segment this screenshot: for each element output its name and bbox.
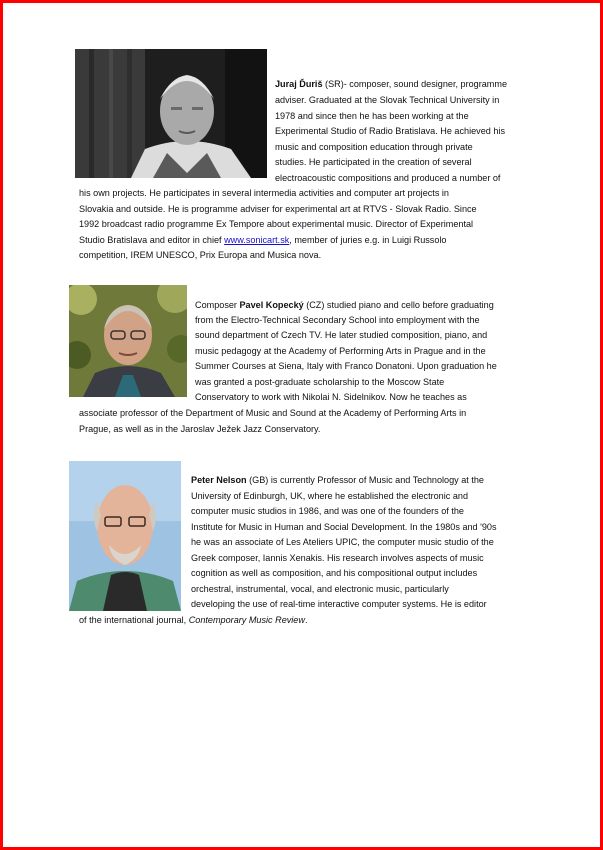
bio-text-line: from the Electro-Technical Secondary School into employment with the	[195, 315, 480, 325]
bio-text-line: Slovakia and outside. He is programme adviser for experimental art at RTVS - Slovak Radio. Since	[79, 204, 477, 214]
bio-country: (CZ)	[303, 300, 325, 310]
photo-peter-nelson	[69, 461, 181, 611]
bio-text-line: 1992 broadcast radio programme Ex Tempore about experimental music. Director of Experimental	[79, 219, 474, 229]
bio-country: (SR)	[325, 79, 344, 89]
bio-text-line: associate professor of the Department of Music and Sound at the Academy of Performing Arts in	[79, 408, 467, 418]
document-page: Juraj Ďuriš (SR)- composer, sound designer, programme adviser. Graduated at the Slovak Technical University in 1978 and since then he has been working at the Experimental Studio of Radio Bratislava. He achieved his music and composition education through private studies. He participated in the creation of several electroacoustic compositions and produced a number of his own projects. He participates in several intermedia activities and computer art projects in Slovakia and outside. He is programme adviser for experimental art at RTVS - Slovak Radio. Since 1992 broadcast radio programme Ex Tempore about experimental music. Director of Experimental Studio Bratislava and editor in chief www.sonicart.sk, member of juries e.g. in Luigi Russolo competition, IREM UNESCO, Prix Europa and Musica nova. Composer Pavel Kopecký (CZ) studied piano and cello before graduating from the Electro-Technical Secondary School into employment with the sound department of Czech TV. He later studied composition, piano, and music pedagogy at the Academy of Performing Arts in Prague and in the Summer Courses at Siena, Italy with Franco Donatoni. Upon graduation he was granted a post-graduate scholarship to the Moscow State Conservatory to work with Nikolai N. Sidelnikov. Now he teaches as associate professor of the Department of Music and Sound at the Academy of Performing Arts in Prague, as well as in the Jaroslav Ježek Jazz Conservatory. Peter Nelson (GB) is currently Professor of Music and Technology at the University of Edinburgh, UK, where he established the electronic and computer music studios in 1986, and was one of the founders of the Institute for Music in Human and Social Development. In the 1980s and '90s he was an associate of Les Ateliers UPIC, the computer music studio of the Greek composer, Iannis Xenakis. His research involves aspects of music cognition as well as composition, and his compositional output includes orchestral, instrumental, vocal, and electronic music, particularly developing the use of real-time interactive computer systems. He is editor of the international journal, Contemporary Music Review.	[0, 0, 603, 850]
bio-text-line: sound department of Czech TV. He later studied composition, piano, and	[195, 330, 488, 340]
bio-text-line: cognition as well as composition, and his compositional output includes	[191, 568, 478, 578]
journal-title: Contemporary Music Review	[188, 615, 305, 625]
photo-pavel-kopecky	[69, 285, 187, 397]
bio-text-line: competition, IREM UNESCO, Prix Europa and Musica nova.	[79, 250, 322, 260]
photo-juraj-duris	[75, 49, 267, 178]
bio-text-line: studies. He participated in the creation of several	[275, 157, 472, 167]
bio-text-line: orchestral, instrumental, vocal, and electronic music, particularly	[191, 584, 449, 594]
bio-text-line: adviser. Graduated at the Slovak Technical University in	[275, 95, 500, 105]
bio-text-line: Summer Courses at Siena, Italy with Franco Donatoni. Upon graduation he	[195, 361, 497, 371]
bio-text-line: he was an associate of Les Ateliers UPIC, the computer music studio of the	[191, 537, 494, 547]
bio-text-line: University of Edinburgh, UK, where he established the electronic and	[191, 491, 469, 501]
bio-text-line: Institute for Music in Human and Social Development. In the 1980s and '90s	[191, 522, 497, 532]
bio-name: Peter Nelson	[191, 475, 247, 485]
bio-text-line: was granted a post-graduate scholarship to the Moscow State	[195, 377, 445, 387]
bio-text-line: music and composition education through private	[275, 142, 473, 152]
bio-text-line: Conservatory to work with Nikolai N. Sidelnikov. Now he teaches as	[195, 392, 467, 402]
bio-text-line: electroacoustic compositions and produced a number of	[275, 173, 501, 183]
bio-text-line: Prague, as well as in the Jaroslav Ježek Jazz Conservatory.	[79, 424, 321, 434]
bio-text-line: 1978 and since then he has been working at the	[275, 111, 469, 121]
bio-text-line: Experimental Studio of Radio Bratislava. He achieved his	[275, 126, 505, 136]
sonicart-link[interactable]: www.sonicart.sk	[224, 235, 290, 245]
bio-text-line: developing the use of real-time interactive computer systems. He is editor	[191, 599, 487, 609]
bio-name: Pavel Kopecký	[239, 300, 304, 310]
bio-text-line: music pedagogy at the Academy of Performing Arts in Prague and in the	[195, 346, 486, 356]
bio-text-line: Greek composer, Iannis Xenakis. His research involves aspects of music	[191, 553, 484, 563]
bio-text-line: Studio Bratislava and editor in chief	[79, 235, 225, 245]
bio-country: (GB)	[246, 475, 269, 485]
bio-text-line: of the international journal,	[79, 615, 189, 625]
bio-text-line: computer music studios in 1986, and was one of the founders of the	[191, 506, 464, 516]
bio-name: Juraj Ďuriš	[275, 79, 323, 89]
bio-text-line: his own projects. He participates in several intermedia activities and computer art projects in	[79, 188, 449, 198]
